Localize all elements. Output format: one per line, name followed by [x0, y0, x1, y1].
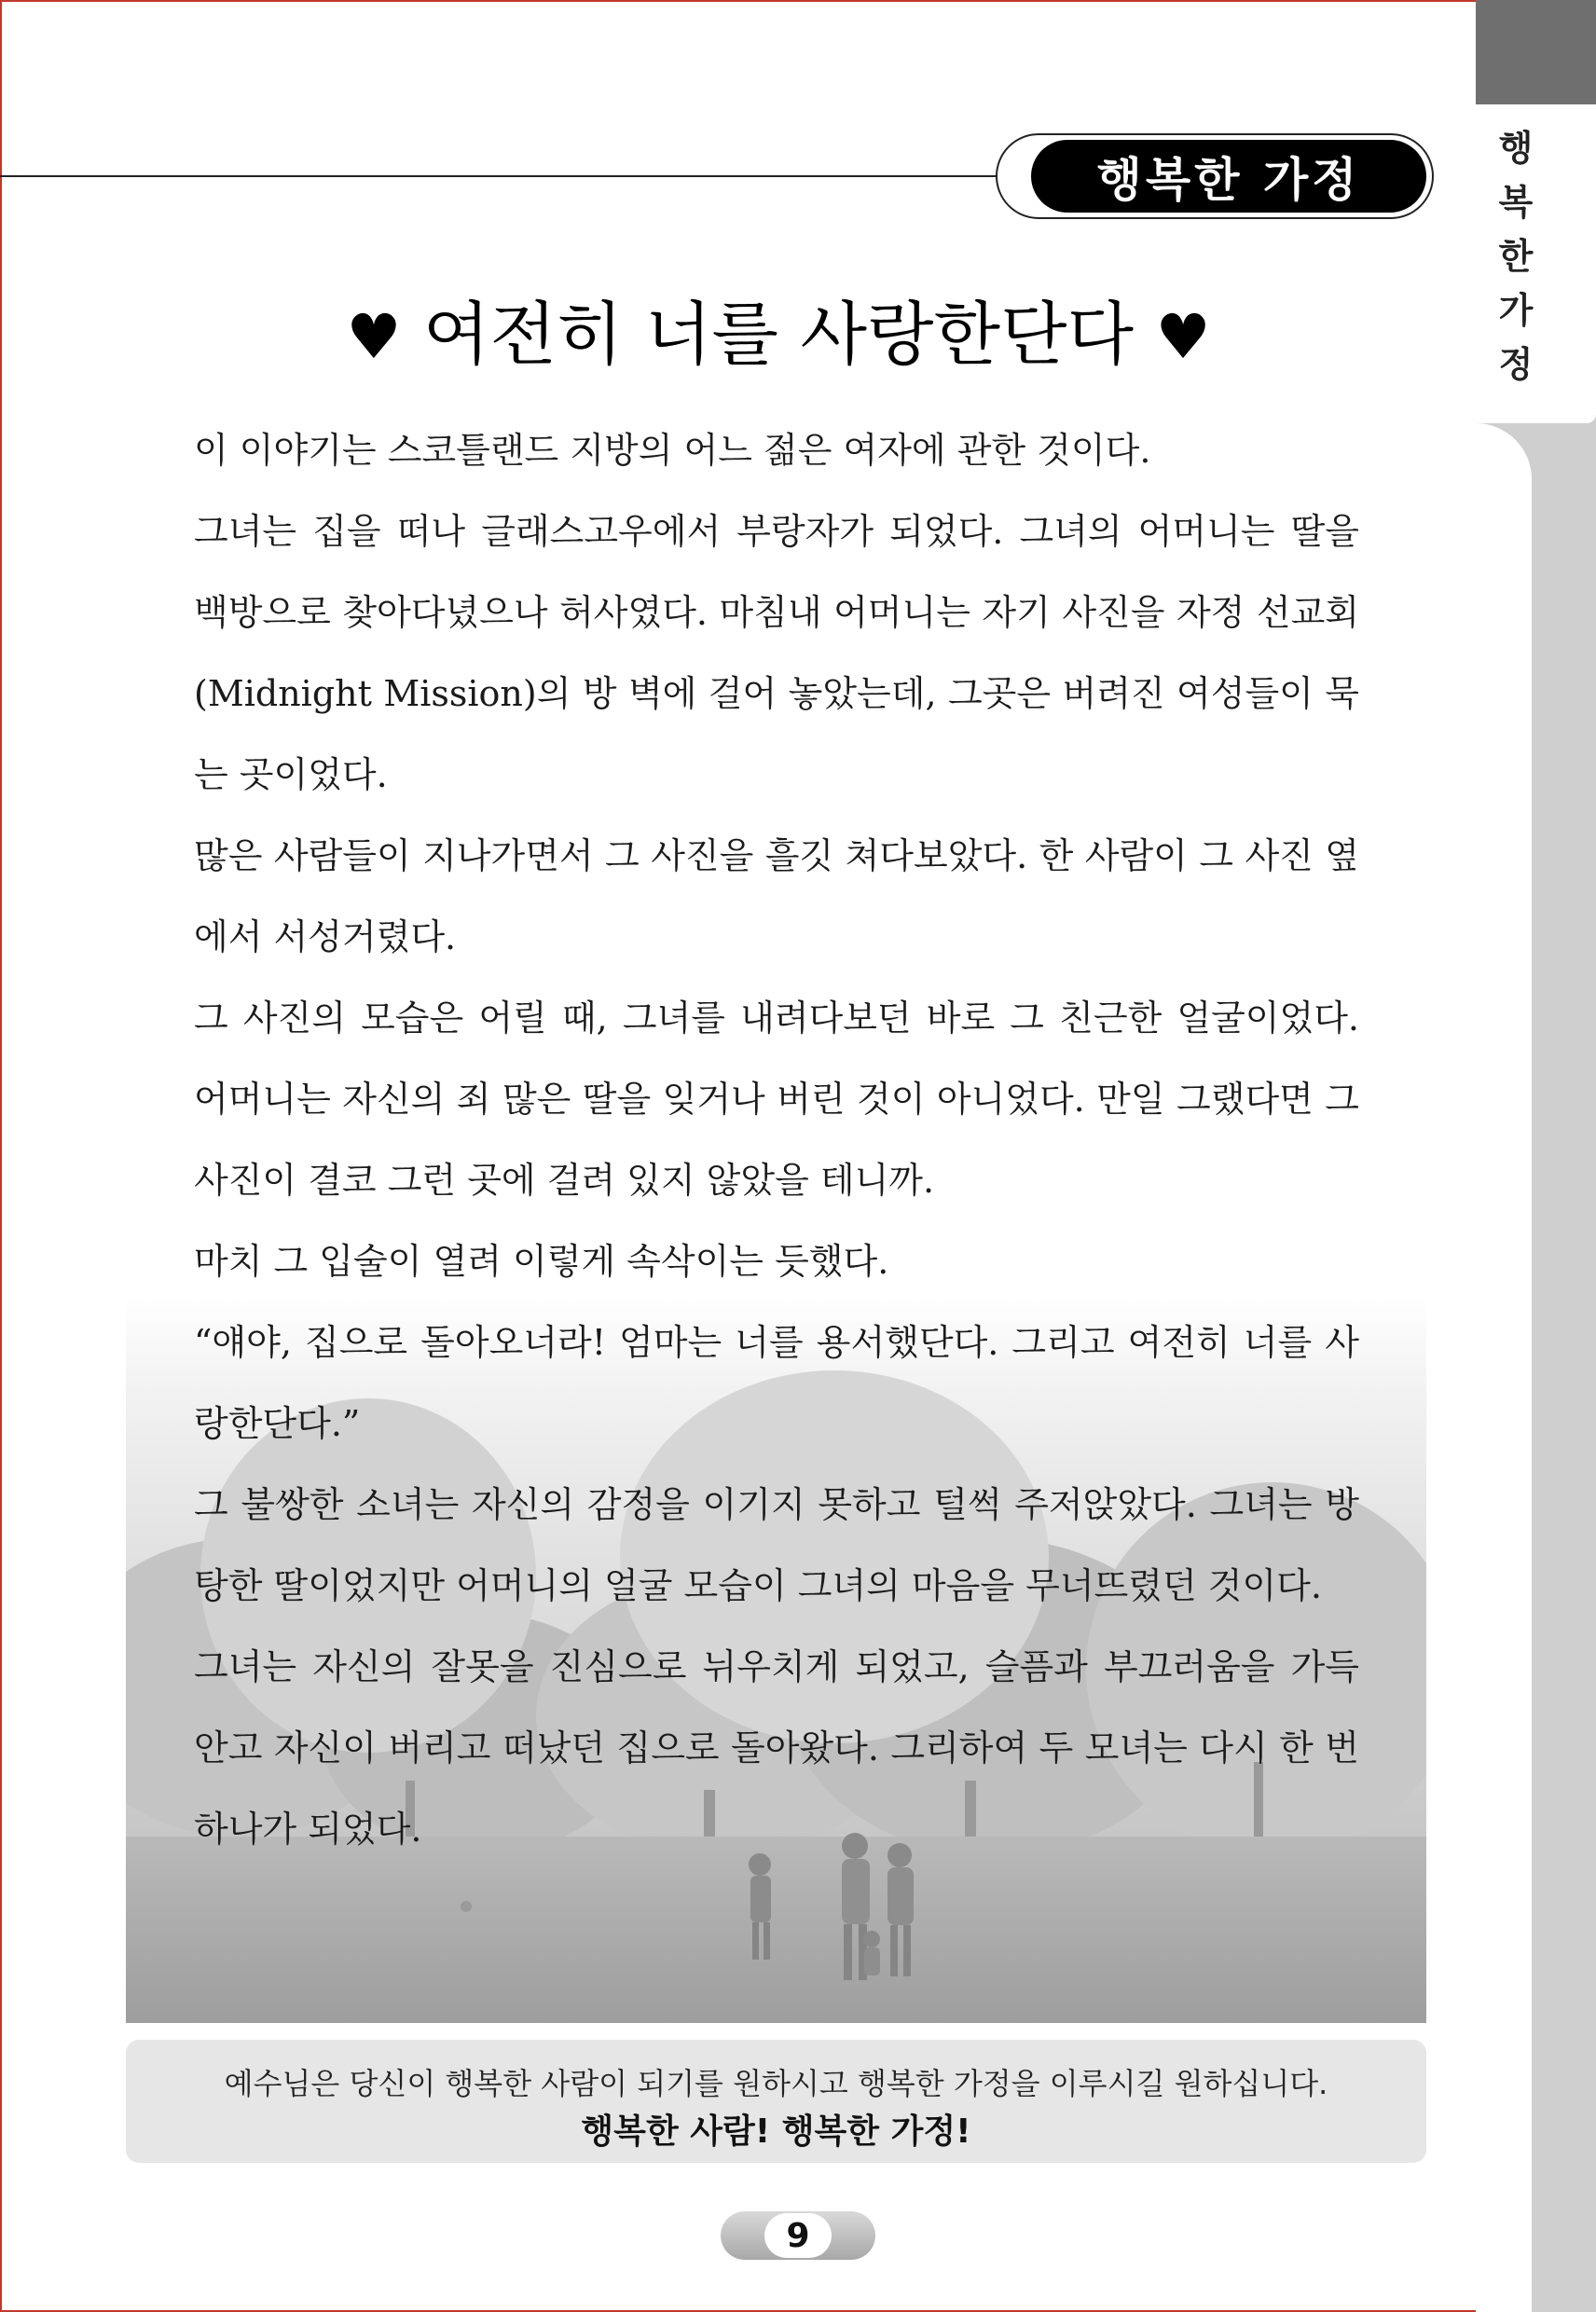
side-tab-top-block: [1476, 0, 1596, 104]
page-title-text: 여전히 너를 사랑한단다: [423, 295, 1134, 375]
footer-slogan: 행복한 사람! 행복한 가정!: [581, 2112, 971, 2151]
article-body: [194, 410, 1359, 1870]
side-tab-label: [1476, 121, 1556, 392]
heart-icon: ♥: [346, 301, 402, 373]
heart-icon: ♥: [1155, 301, 1211, 373]
body-paragraph: 그녀는 집을 떠나 글래스고우에서 부랑자가 되었다. 그녀의 어머니는 딸을 백방으로 찾아다녔으나 허사였다. 마침내 어머니는 자기 사진을 자정 선교회(Midnight Mission)의 방 벽에 걸어 놓았는데, 그곳은 버려진 여성들이 묵는 곳이었다.: [194, 511, 1359, 795]
page-title: [186, 280, 1370, 378]
body-paragraph: 그녀는 자신의 잘못을 진심으로 뉘우치게 되었고, 슬픔과 부끄러움을 가득 안고 자신이 버리고 떠났던 집으로 돌아왔다. 그리하여 두 모녀는 다시 한 번 하나가 되었다.: [194, 1646, 1359, 1850]
header-rule: [0, 175, 998, 177]
side-tab-char: 행: [1498, 128, 1534, 169]
side-tab-curve: [1476, 423, 1532, 2312]
body-paragraph: 많은 사람들이 지나가면서 그 사진을 흘깃 쳐다보았다. 한 사람이 그 사진 옆에서 서성거렸다.: [194, 835, 1359, 957]
body-paragraph: 그 불쌍한 소녀는 자신의 감정을 이기지 못하고 털썩 주저앉았다. 그녀는 방탕한 딸이었지만 어머니의 얼굴 모습이 그녀의 마음을 무너뜨렸던 것이다.: [194, 1484, 1359, 1606]
body-paragraph: “얘야, 집으로 돌아오너라! 엄마는 너를 용서했단다. 그리고 여전히 너를 사랑한단다.”: [194, 1322, 1359, 1444]
footer-message-box: [126, 2040, 1426, 2163]
side-tab-char: 정: [1498, 344, 1534, 385]
side-tab-char: 한: [1498, 236, 1534, 277]
body-paragraph: 그 사진의 모습은 어릴 때, 그녀를 내려다보던 바로 그 친근한 얼굴이었다. 어머니는 자신의 죄 많은 딸을 잊거나 버린 것이 아니었다. 만일 그랬다면 그 사진이 결코 그런 곳에 걸려 있지 않았을 테니까.: [194, 998, 1359, 1201]
side-tab-char: 복: [1498, 182, 1534, 223]
body-paragraph: 이 이야기는 스코틀랜드 지방의 어느 젊은 여자에 관한 것이다.: [194, 430, 1151, 471]
page-number: 9: [764, 2213, 832, 2258]
footer-message: 예수님은 당신이 행복한 사람이 되기를 원하시고 행복한 가정을 이루시길 원하십니다.: [224, 2066, 1328, 2101]
body-paragraph: 마치 그 입술이 열려 이렇게 속삭이는 듯했다.: [194, 1241, 889, 1282]
side-tab-char: 가: [1498, 290, 1534, 331]
section-label: 행복한 가정: [1031, 140, 1426, 213]
